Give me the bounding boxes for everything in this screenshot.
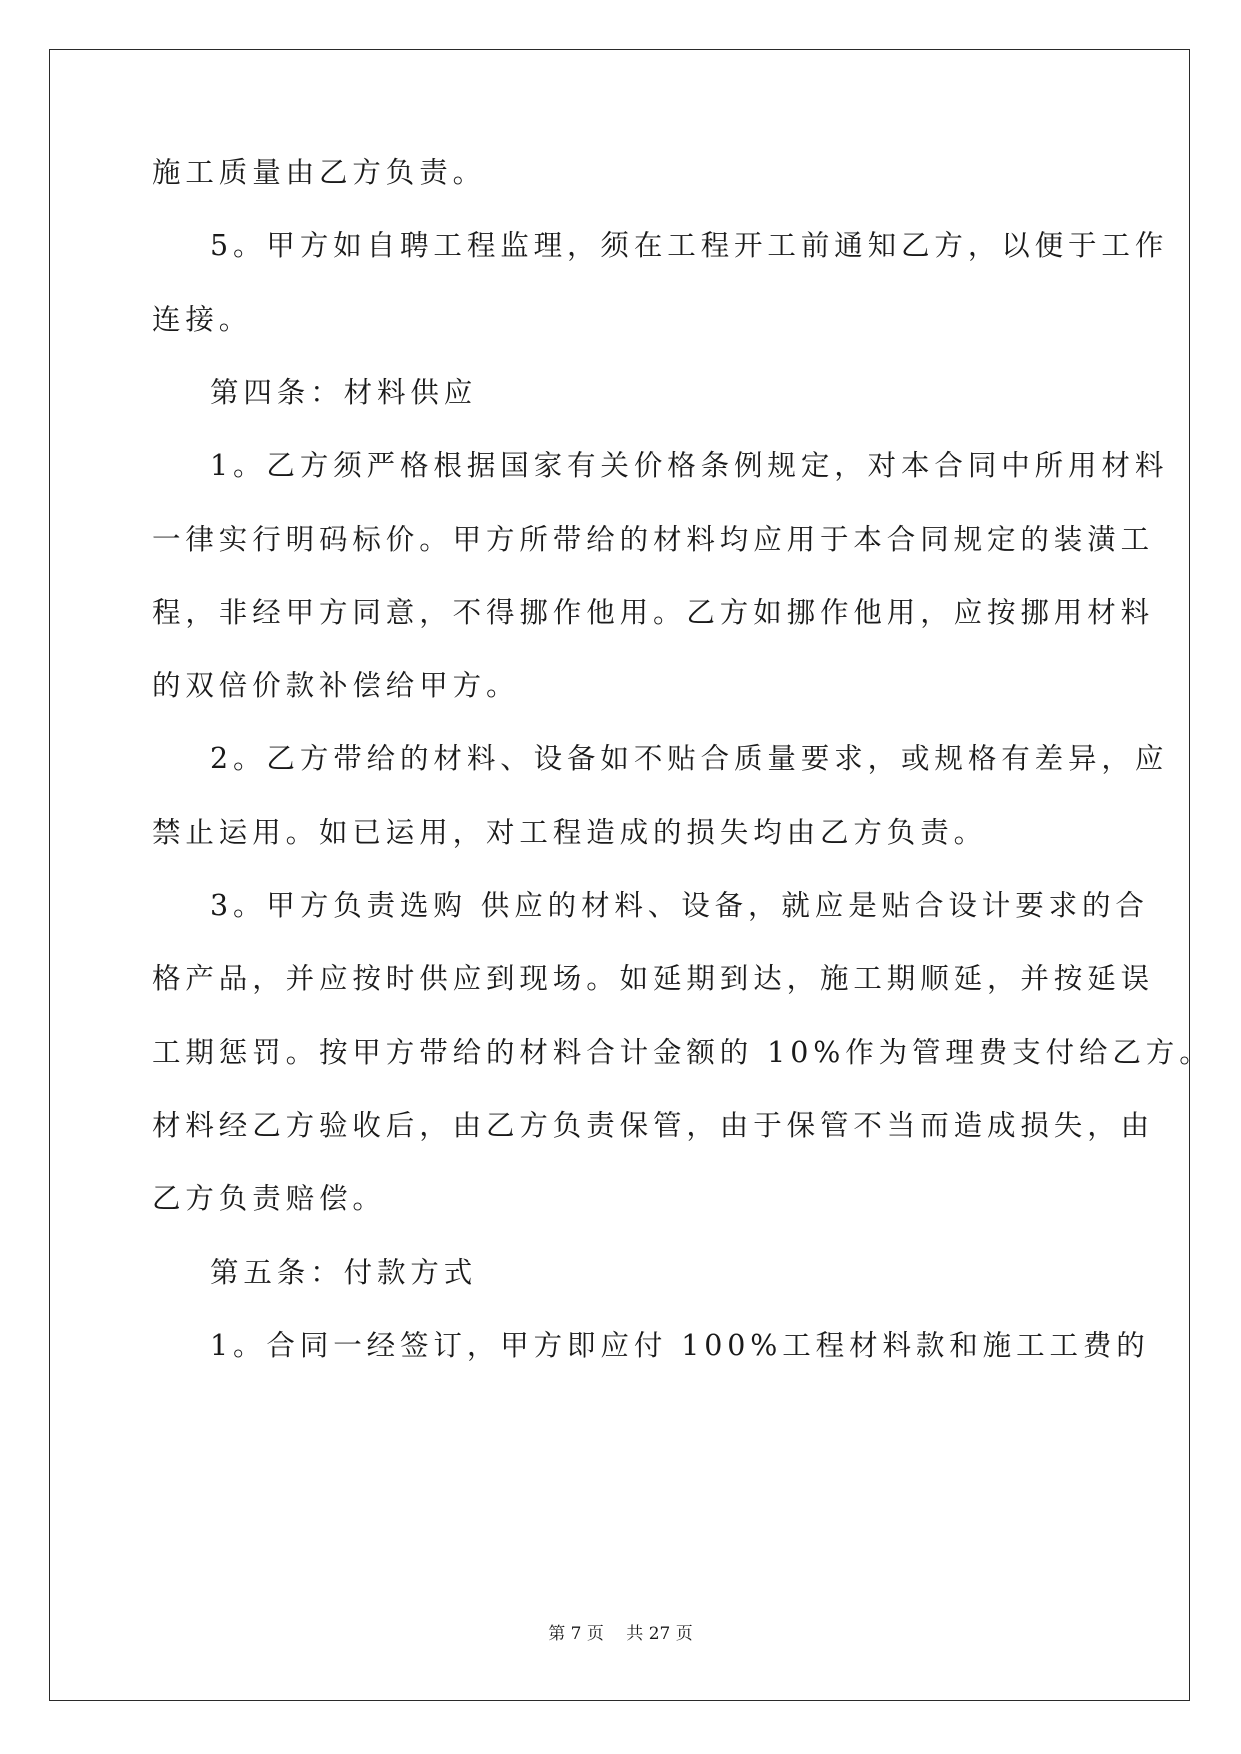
text-line: 工期惩罚。按甲方带给的材料合计金额的 10%作为管理费支付给乙方。 bbox=[152, 1035, 1213, 1069]
text-line: 连接。 bbox=[152, 302, 253, 336]
text-line: 的双倍价款补偿给甲方。 bbox=[152, 669, 520, 703]
text-line: 1。乙方须严格根据国家有关价格条例规定，对本合同中所用材料 bbox=[210, 449, 1169, 483]
text-line: 5。甲方如自聘工程监理，须在工程开工前通知乙方，以便于工作 bbox=[210, 229, 1169, 263]
page-frame bbox=[49, 49, 1190, 1701]
page-footer: 第 7 页 共 27 页 bbox=[548, 1624, 693, 1644]
section-heading: 第五条：付款方式 bbox=[210, 1255, 478, 1289]
text-line: 乙方负责赔偿。 bbox=[152, 1182, 386, 1216]
text-line: 2。乙方带给的材料、设备如不贴合质量要求，或规格有差异，应 bbox=[210, 742, 1169, 776]
text-line: 禁止运用。如已运用，对工程造成的损失均由乙方负责。 bbox=[152, 815, 988, 849]
section-heading: 第四条：材料供应 bbox=[210, 375, 478, 409]
text-line: 1。合同一经签订，甲方即应付 100%工程材料款和施工工费的 bbox=[210, 1328, 1150, 1362]
text-line: 3。甲方负责选购 供应的材料、设备，就应是贴合设计要求的合 bbox=[210, 889, 1149, 922]
text-line: 程，非经甲方同意，不得挪作他用。乙方如挪作他用，应按挪用材料 bbox=[152, 595, 1155, 629]
text-line: 格产品，并应按时供应到现场。如延期到达，施工期顺延，并按延误 bbox=[152, 962, 1155, 996]
text-line: 材料经乙方验收后，由乙方负责保管，由于保管不当而造成损失，由 bbox=[152, 1108, 1155, 1142]
text-line: 一律实行明码标价。甲方所带给的材料均应用于本合同规定的装潢工 bbox=[152, 522, 1155, 556]
text-line: 施工质量由乙方负责。 bbox=[152, 156, 487, 189]
